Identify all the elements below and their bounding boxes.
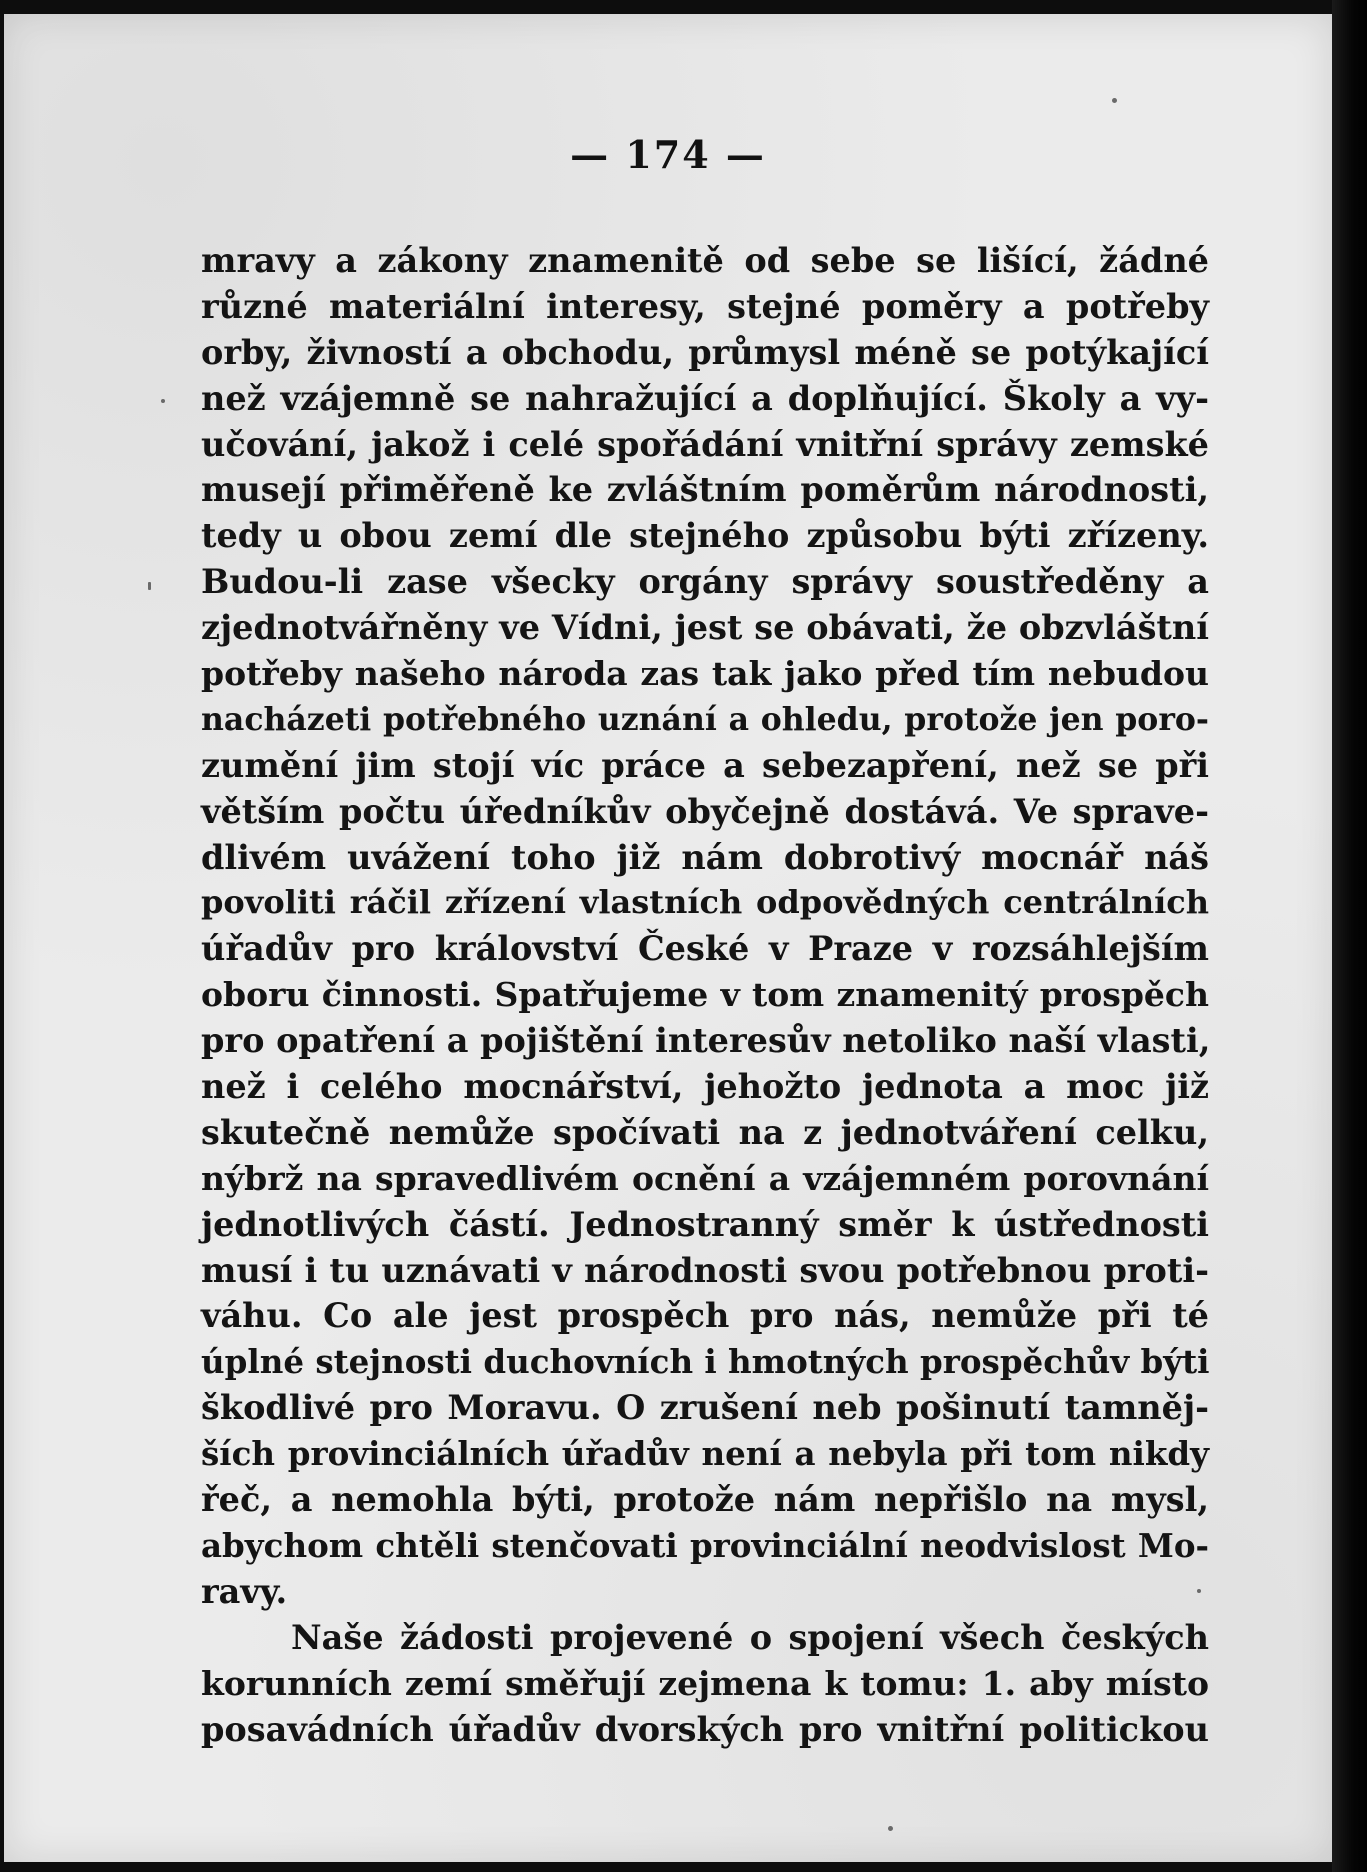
text-line: ravy. <box>201 1571 288 1611</box>
body-text <box>201 238 1209 1752</box>
text-line: nacházeti potřebného uznání a ohledu, protože jen poro- <box>201 700 1209 738</box>
text-line: Budou-li zase všecky orgány správy soustředěny a <box>201 562 1209 602</box>
scan-speck <box>1197 1589 1201 1593</box>
text-line: Naše žádosti projevené o spojení všech českých <box>291 1617 1209 1657</box>
text-line: různé materiální interesy, stejné poměry a potřeby <box>201 286 1209 326</box>
text-line: tedy u obou zemí dle stejného způsobu býti zřízeny. <box>201 516 1209 556</box>
paragraph-1 <box>201 238 1209 1615</box>
text-line: skutečně nemůže spočívati na z jednotváření celku, <box>201 1112 1209 1152</box>
text-line: musí i tu uznávati v národnosti svou potřebnou proti- <box>201 1250 1209 1290</box>
scan-speck <box>161 399 165 403</box>
text-line: povoliti ráčil zřízení vlastních odpovědných centrálních <box>201 883 1209 922</box>
scan-speck <box>888 1826 893 1831</box>
text-line: musejí přiměřeně ke zvláštním poměrům národnosti, <box>201 470 1209 510</box>
text-line: jednotlivých částí. Jednostranný směr k ústřednosti <box>201 1204 1209 1244</box>
text-line: váhu. Co ale jest prospěch pro nás, nemůže při té <box>201 1296 1209 1336</box>
page-number: — 174 — <box>570 132 766 177</box>
book-spine-edge <box>1332 0 1367 1872</box>
text-line: pro opatření a pojištění interesův netoliko naší vlasti, <box>201 1021 1211 1061</box>
text-line: oboru činnosti. Spatřujeme v tom znamenitý prospěch <box>201 975 1209 1015</box>
scan-speck <box>148 582 151 590</box>
text-line: řeč, a nemohla býti, protože nám nepřišlo na mysl, <box>201 1480 1209 1520</box>
text-line: škodlivé pro Moravu. O zrušení neb pošinutí tamněj- <box>201 1388 1209 1428</box>
text-line: úplné stejnosti duchovních i hmotných prospěchův býti <box>201 1342 1210 1382</box>
text-line: úřadův pro království České v Praze v rozsáhlejším <box>201 929 1209 969</box>
text-line: než vzájemně se nahražující a doplňující. Školy a vy- <box>201 378 1209 418</box>
text-line: korunních zemí směřují zejmena k tomu: 1. aby místo <box>201 1663 1209 1703</box>
text-line: nýbrž na spravedlivém ocnění a vzájemném porovnání <box>201 1158 1209 1198</box>
paragraph-2 <box>201 1615 1209 1753</box>
text-line: větším počtu úředníkův obyčejně dostává. Ve sprave- <box>201 791 1209 831</box>
text-line: abychom chtěli stenčovati provinciální neodvislost Mo- <box>201 1525 1209 1565</box>
text-line: mravy a zákony znamenitě od sebe se lišící, žádné <box>201 241 1209 280</box>
book-page <box>4 14 1332 1862</box>
text-line: posavádních úřadův dvorských pro vnitřní politickou <box>201 1709 1209 1749</box>
text-line: dlivém uvážení toho již nám dobrotivý mocnář náš <box>201 837 1209 877</box>
scan-speck <box>1112 98 1117 103</box>
text-line: učování, jakož i celé spořádání vnitřní správy zemské <box>201 424 1209 464</box>
text-line: zjednotvářněny ve Vídni, jest se obávati, že obzvláštní <box>201 608 1209 648</box>
text-line: potřeby našeho národa zas tak jako před tím nebudou <box>201 654 1209 694</box>
text-line: orby, živností a obchodu, průmysl méně se potýkající <box>201 332 1209 372</box>
text-line: zumění jim stojí víc práce a sebezapření, než se při <box>201 745 1209 785</box>
text-line: ších provinciálních úřadův není a nebyla při tom nikdy <box>201 1434 1209 1474</box>
text-line: než i celého mocnářství, jehožto jednota a moc již <box>201 1067 1209 1107</box>
